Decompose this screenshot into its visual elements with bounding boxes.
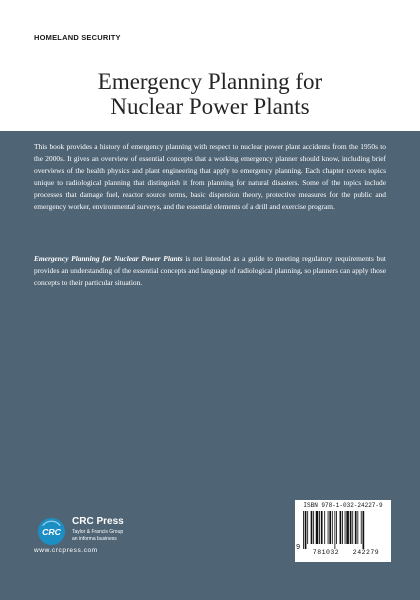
barcode-right-digits: 242279 bbox=[352, 549, 380, 556]
crc-logo-text: CRC bbox=[42, 526, 61, 537]
barcode-bar bbox=[355, 511, 357, 544]
barcode-bar bbox=[363, 511, 365, 549]
barcode-bar bbox=[361, 511, 362, 544]
barcode-bar bbox=[340, 511, 342, 544]
barcode-bar bbox=[328, 511, 329, 544]
barcode-first-digit: 9 bbox=[296, 544, 301, 552]
crc-logo-icon bbox=[37, 517, 66, 546]
isbn-barcode bbox=[295, 500, 391, 562]
barcode-bar bbox=[346, 511, 349, 544]
barcode-bar bbox=[303, 511, 304, 549]
book-title-line-1: Emergency Planning for bbox=[97, 69, 323, 94]
publisher-business: an informa business bbox=[72, 536, 117, 542]
barcode-bar bbox=[324, 511, 325, 544]
barcode-bar bbox=[334, 511, 335, 549]
description-paragraph-1: This book provides a history of emergency planning with respect to nuclear power plant accidents from the 1950s to the 2000s. It gives an overview of essential concepts that a working emergency planner should know, including brief overviews of the health physics and plant engineering that apply to emergency planning. Each chapter covers topics unique to radiological planning that distinguish it from planning for natural disasters. Some of the topics include processes that damage fuel, reactor source terms, basic dispersion theory, protective measures for the public and emergency worker, environmental surveys, and the essential elements of a drill and exercise program. bbox=[34, 142, 386, 211]
barcode-bar bbox=[316, 511, 319, 544]
description-paragraph-2 bbox=[34, 253, 386, 289]
series-label: HOMELAND SECURITY bbox=[34, 33, 121, 42]
barcode-bar bbox=[319, 511, 320, 544]
barcode-bar bbox=[345, 511, 346, 544]
cover-header-band bbox=[0, 0, 420, 131]
book-title bbox=[0, 69, 420, 119]
barcode-bar bbox=[329, 511, 331, 544]
barcode-bar bbox=[305, 511, 307, 549]
barcode-bar bbox=[350, 511, 352, 544]
book-title-line-2: Nuclear Power Plants bbox=[110, 94, 310, 119]
publisher-name: CRC Press bbox=[72, 516, 124, 527]
description-book-title: Emergency Planning for Nuclear Power Plants bbox=[34, 254, 183, 263]
isbn-label: ISBN 978-1-032-24227-9 bbox=[303, 502, 383, 509]
barcode-bar bbox=[332, 511, 333, 544]
barcode-bar bbox=[321, 511, 323, 544]
barcode-bar bbox=[357, 511, 358, 544]
publisher-group: Taylor & Francis Group bbox=[72, 529, 124, 535]
barcode-bar bbox=[313, 511, 314, 544]
barcode-bar bbox=[311, 511, 313, 544]
description-paragraph-2-text: is not intended as a guide to meeting regulatory requirements but provides an understanding of the essential concepts and language of radiological planning, so planners can apply those concepts to their particular situation. bbox=[34, 254, 386, 287]
barcode-bar bbox=[307, 511, 308, 544]
barcode-bar bbox=[342, 511, 343, 544]
barcode-left-digits: 781032 bbox=[312, 549, 340, 556]
barcode-bars bbox=[303, 511, 387, 549]
barcode-bar bbox=[336, 511, 337, 544]
barcode-bar bbox=[352, 511, 353, 544]
publisher-url: www.crcpress.com bbox=[34, 547, 98, 554]
